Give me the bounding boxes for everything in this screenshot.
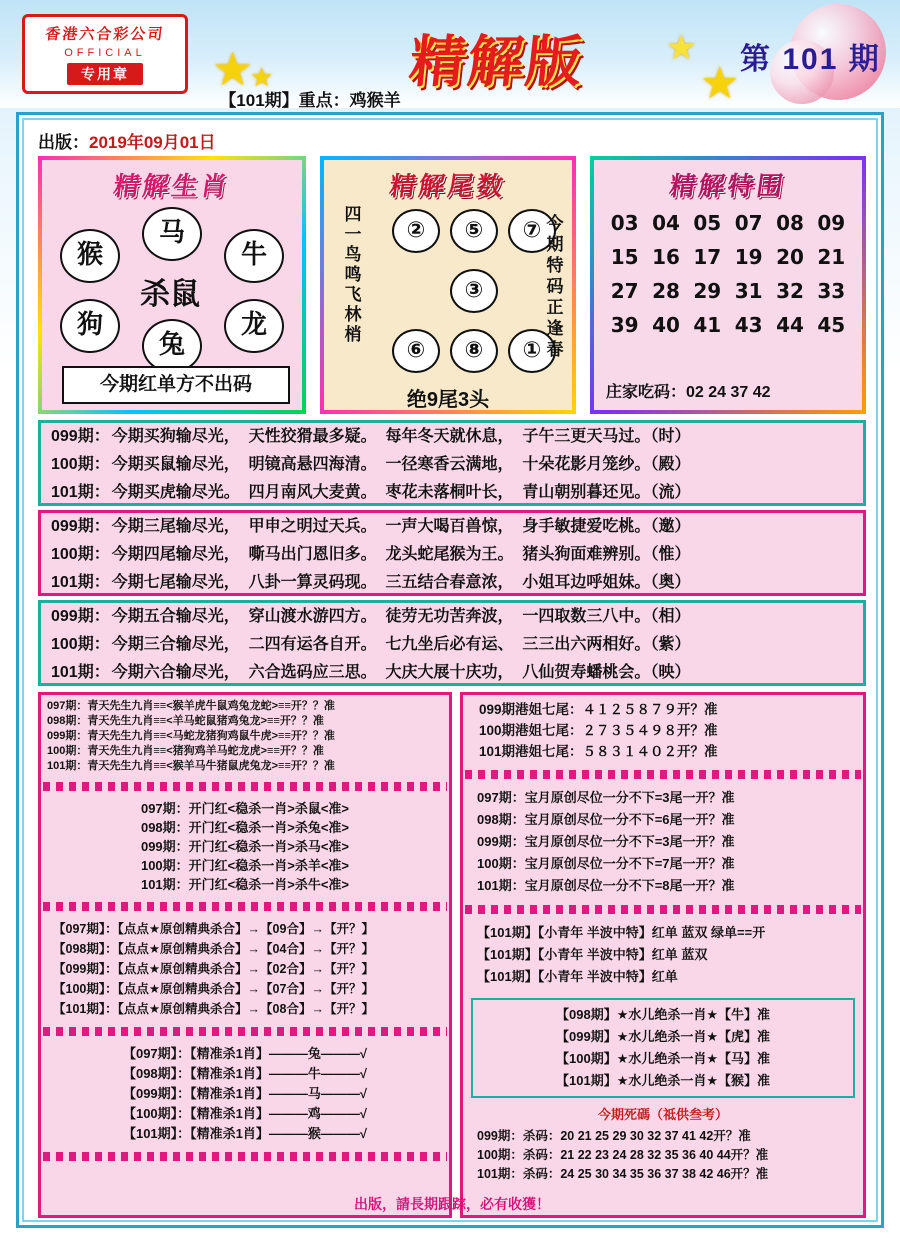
verse-text-3: 龙头蛇尾猴为王。 bbox=[385, 546, 514, 563]
tail-left-column-text: 四一鸟鸣飞林梢 bbox=[344, 205, 362, 344]
tail-number: ⑧ bbox=[450, 329, 498, 373]
verse-text-3: 大庆大展十庆功， bbox=[385, 664, 514, 681]
death-code-section bbox=[463, 1123, 863, 1188]
tail-box bbox=[320, 156, 576, 414]
divider-dashed bbox=[43, 782, 447, 791]
special-number: 16 bbox=[652, 245, 680, 269]
verse-text-4: 子午三更天马过。 bbox=[522, 428, 651, 445]
verse-text-4: 身手敏捷爱吃桃。 bbox=[522, 518, 651, 535]
xiaoqingnian-row: 【101期】【小青年 半波中特】红单 蓝双 绿单==开 bbox=[477, 925, 766, 940]
verse-text-4: 八仙贺寿蟠桃会。 bbox=[522, 664, 651, 681]
verse-text-3: 一径寒香云满地， bbox=[385, 456, 514, 473]
special-number: 21 bbox=[817, 245, 846, 269]
verse-text-3: 徒劳无功苦奔波， bbox=[385, 608, 514, 625]
focus-line: 【101期】重点：鸡猴羊 bbox=[219, 91, 401, 110]
nine-xiao-row: 098期：青天先生九肖≡≡<羊马蛇鼠猪鸡兔龙>≡≡开？？准 bbox=[47, 715, 324, 727]
gangjie-row: 099期港姐七尾：４１２５８７９开？准 bbox=[479, 702, 718, 717]
verse-row bbox=[41, 631, 863, 659]
kaimenhong-row: 097期：开门红<稳杀一肖>杀鼠<准> bbox=[140, 801, 350, 816]
zodiac-center-text: 杀鼠 bbox=[140, 277, 200, 312]
special-number: 05 bbox=[693, 211, 722, 235]
special-number: 19 bbox=[734, 245, 763, 269]
diandian-row: 【097期】：【点点★原创精典杀合】→【09合】→【开？】 bbox=[53, 922, 374, 936]
verse-text-2: 八卦一算灵码现。 bbox=[248, 574, 377, 591]
tail-number: ① bbox=[508, 329, 556, 373]
verse-tag: （相） bbox=[650, 608, 691, 625]
death-code-row: 100期：杀码：21 22 23 24 28 32 35 36 40 44开？准 bbox=[477, 1148, 769, 1162]
verse-row bbox=[41, 541, 863, 569]
tail-bottom-text: 绝9尾3头 bbox=[406, 389, 490, 411]
verse-text-1: 今期买狗输尽光， bbox=[111, 428, 240, 445]
publish-date-value: 2019年09月01日 bbox=[89, 133, 216, 152]
special-number: 32 bbox=[776, 279, 804, 303]
seal-sub-text: OFFICIAL bbox=[64, 47, 146, 59]
nine-xiao-row: 100期：青天先生九肖≡≡<猪狗鸡羊马蛇龙虎>≡≡开？？准 bbox=[47, 745, 324, 757]
verse-text-4: 青山朝别暮还见。 bbox=[522, 484, 651, 501]
jingzhun-row: 【098期】：【精准杀1肖】———牛———√ bbox=[122, 1066, 368, 1081]
verse-issue: 101期： bbox=[51, 574, 110, 591]
star-icon: ★ bbox=[666, 29, 697, 67]
verse-tag: （邀） bbox=[650, 518, 691, 535]
zodiac-circle-group bbox=[42, 207, 302, 360]
verse-text-2: 天性狡猾最多疑。 bbox=[248, 428, 377, 445]
verse-text-3: 一声大喝百兽惊， bbox=[385, 518, 514, 535]
nine-xiao-row: 101期：青天先生九肖≡≡<猴羊马牛猪鼠虎兔龙>≡≡开？？准 bbox=[47, 760, 335, 772]
divider-dashed bbox=[43, 1152, 447, 1161]
special-number: 09 bbox=[817, 211, 846, 235]
tail-box-title: 精解尾数 bbox=[387, 172, 508, 202]
verse-text-1: 今期买鼠输尽光， bbox=[111, 456, 240, 473]
banker-eat-numbers: 02 24 37 42 bbox=[686, 384, 771, 401]
diandian-row: 【100期】：【点点★原创精典杀合】→【07合】→【开？】 bbox=[53, 982, 374, 996]
banker-eat-line bbox=[606, 379, 771, 402]
xiaoqingnian-row: 【101期】【小青年 半波中特】红单 bbox=[477, 969, 678, 984]
xiaoqingnian-row: 【101期】【小青年 半波中特】红单 蓝双 bbox=[477, 947, 708, 962]
verse-tag: （惟） bbox=[650, 546, 691, 563]
poster-header bbox=[0, 0, 900, 108]
content-frame bbox=[16, 112, 884, 1228]
special-box-title: 精解特围 bbox=[667, 172, 788, 202]
verse-text-2: 嘶马出门恩旧多。 bbox=[248, 546, 377, 563]
zodiac-item: 兔 bbox=[142, 319, 202, 373]
diandian-row: 【099期】：【点点★原创精典杀合】→【02合】→【开？】 bbox=[53, 962, 374, 976]
special-number: 04 bbox=[652, 211, 680, 235]
zodiac-note: 今期红单方不出码 bbox=[62, 366, 290, 404]
verse-text-4: 猪头狗面难辨别。 bbox=[522, 546, 651, 563]
zodiac-item: 猴 bbox=[60, 229, 120, 283]
zodiac-item: 马 bbox=[142, 207, 202, 261]
kaimenhong-row: 099期：开门红<稳杀一肖>杀马<准> bbox=[140, 839, 350, 854]
verse-issue: 099期： bbox=[51, 428, 110, 445]
verse-text-3: 三五结合春意浓， bbox=[385, 574, 514, 591]
verse-text-1: 今期三尾输尽光， bbox=[111, 518, 240, 535]
nine-xiao-section bbox=[41, 695, 449, 778]
tail-number: ⑤ bbox=[450, 209, 498, 253]
verse-tag: （时） bbox=[650, 428, 691, 445]
special-number: 15 bbox=[610, 245, 639, 269]
zodiac-item: 牛 bbox=[224, 229, 284, 283]
publish-date bbox=[38, 128, 216, 153]
tail-number: ⑦ bbox=[508, 209, 556, 253]
special-number: 29 bbox=[693, 279, 722, 303]
jingzhun-section bbox=[41, 1040, 449, 1148]
special-number: 43 bbox=[734, 313, 763, 337]
verse-issue: 100期： bbox=[51, 456, 110, 473]
kaimenhong-row: 101期：开门红<稳杀一肖>杀牛<准> bbox=[140, 877, 350, 892]
verse-issue: 101期： bbox=[51, 484, 110, 501]
special-number: 39 bbox=[610, 313, 639, 337]
diandian-section bbox=[41, 915, 449, 1023]
special-number: 40 bbox=[652, 313, 680, 337]
verse-text-4: 一四取数三八中。 bbox=[522, 608, 651, 625]
verse-group-2 bbox=[38, 510, 866, 596]
issue-number: 第 101 期 bbox=[740, 43, 881, 76]
death-code-row: 101期：杀码：24 25 30 34 35 36 37 38 42 46开？准 bbox=[477, 1167, 769, 1181]
verse-group-3 bbox=[38, 600, 866, 686]
verse-tag: （流） bbox=[650, 484, 691, 501]
verse-text-1: 今期七尾输尽光， bbox=[111, 574, 240, 591]
verse-text-4: 三三出六两相好。 bbox=[522, 636, 651, 653]
divider-dashed bbox=[465, 905, 861, 914]
verse-text-2: 穿山渡水游四方。 bbox=[248, 608, 377, 625]
shuier-section bbox=[471, 998, 855, 1098]
verse-text-1: 今期五合输尽光， bbox=[111, 608, 240, 625]
verse-issue: 099期： bbox=[51, 518, 110, 535]
baoyue-row: 097期：宝月原创尽位一分不下=3尾一开？准 bbox=[477, 790, 735, 805]
verse-issue: 100期： bbox=[51, 546, 110, 563]
kaimenhong-section bbox=[41, 795, 449, 898]
jingzhun-row: 【100期】：【精准杀1肖】———鸡———√ bbox=[122, 1106, 368, 1121]
death-code-row: 099期：杀码：20 21 25 29 30 32 37 41 42开？准 bbox=[477, 1129, 751, 1143]
verse-text-3: 枣花未落桐叶长， bbox=[385, 484, 514, 501]
tail-number-group bbox=[324, 205, 572, 411]
verse-issue: 100期： bbox=[51, 636, 110, 653]
special-number: 03 bbox=[610, 211, 639, 235]
diandian-row: 【098期】：【点点★原创精典杀合】→【04合】→【开？】 bbox=[53, 942, 374, 956]
publish-label: 出版： bbox=[38, 133, 89, 152]
divider-dashed bbox=[43, 1027, 447, 1036]
star-icon: ★ bbox=[250, 62, 274, 92]
verse-issue: 101期： bbox=[51, 664, 110, 681]
baoyue-row: 101期：宝月原创尽位一分不下=8尾一开？准 bbox=[477, 878, 735, 893]
special-number: 20 bbox=[776, 245, 804, 269]
special-number: 28 bbox=[652, 279, 680, 303]
tail-number: ② bbox=[392, 209, 440, 253]
nine-xiao-row: 097期：青天先生九肖≡≡<猴羊虎牛鼠鸡兔龙蛇>≡≡开？？准 bbox=[47, 700, 335, 712]
verse-group-1 bbox=[38, 420, 866, 506]
verse-row bbox=[41, 423, 863, 451]
baoyue-row: 098期：宝月原创尽位一分不下=6尾一开？准 bbox=[477, 812, 735, 827]
special-number: 45 bbox=[817, 313, 846, 337]
shuier-row: 【098期】★水儿绝杀一肖★【牛】准 bbox=[556, 1007, 770, 1022]
baoyue-row: 100期：宝月原创尽位一分不下=7尾一开？准 bbox=[477, 856, 735, 871]
shuier-row: 【101期】★水儿绝杀一肖★【猴】准 bbox=[556, 1073, 770, 1088]
verse-text-2: 六合选码应三思。 bbox=[248, 664, 377, 681]
verse-text-1: 今期四尾输尽光， bbox=[111, 546, 240, 563]
verse-text-1: 今期买虎输尽光。 bbox=[111, 484, 240, 501]
death-code-title: 今期死碼（祗供叁考） bbox=[597, 1107, 728, 1122]
poster-title: 精解版 bbox=[406, 29, 588, 95]
gangjie-section bbox=[463, 695, 863, 766]
star-icon: ★ bbox=[212, 43, 254, 95]
divider-dashed bbox=[465, 770, 861, 779]
banker-eat-label: 庄家吃码： bbox=[606, 384, 687, 401]
official-seal bbox=[22, 14, 188, 94]
kaimenhong-row: 098期：开门红<稳杀一肖>杀兔<准> bbox=[140, 820, 350, 835]
verse-row bbox=[41, 569, 863, 597]
tail-number: ⑥ bbox=[392, 329, 440, 373]
verse-tag: （奥） bbox=[650, 574, 691, 591]
jingzhun-row: 【097期】：【精准杀1肖】———兔———√ bbox=[122, 1046, 368, 1061]
seal-top-text: 香港六合彩公司 bbox=[44, 26, 166, 43]
content-frame-inner bbox=[22, 118, 878, 1222]
zodiac-box bbox=[38, 156, 306, 414]
zodiac-box-title: 精解生肖 bbox=[111, 172, 232, 202]
special-number: 31 bbox=[734, 279, 763, 303]
diandian-row: 【101期】：【点点★原创精典杀合】→【08合】→【开？】 bbox=[53, 1002, 374, 1016]
verse-text-2: 二四有运各自开。 bbox=[248, 636, 377, 653]
special-number: 17 bbox=[693, 245, 722, 269]
footer-note: 出版，請長期跟踪，必有收獲！ bbox=[354, 1196, 550, 1212]
verse-text-1: 今期六合输尽光， bbox=[111, 664, 240, 681]
tail-right-column-text: 今期特码正逢春 bbox=[546, 214, 564, 359]
special-number-grid bbox=[604, 211, 852, 337]
verse-text-2: 甲申之明过天兵。 bbox=[248, 518, 377, 535]
baoyue-section bbox=[463, 783, 863, 901]
kaimenhong-row: 100期：开门红<稳杀一肖>杀羊<准> bbox=[140, 858, 350, 873]
special-number: 07 bbox=[734, 211, 763, 235]
seal-bottom-text: 专用章 bbox=[67, 63, 143, 85]
verse-text-2: 四月南风大麦黄。 bbox=[248, 484, 377, 501]
jingzhun-row: 【099期】：【精准杀1肖】———马———√ bbox=[122, 1086, 368, 1101]
verse-row bbox=[41, 451, 863, 479]
verse-text-1: 今期三合输尽光， bbox=[111, 636, 240, 653]
verse-text-2: 明镜高悬四海清。 bbox=[248, 456, 377, 473]
nine-xiao-row: 099期：青天先生九肖≡≡<马蛇龙猪狗鸡鼠牛虎>≡≡开？？准 bbox=[47, 730, 335, 742]
verse-text-3: 每年冬天就休息， bbox=[385, 428, 514, 445]
divider-dashed bbox=[43, 902, 447, 911]
verse-text-4: 十朵花影月笼纱。 bbox=[522, 456, 651, 473]
verse-text-3: 七九坐后必有运、 bbox=[385, 636, 514, 653]
special-number: 33 bbox=[817, 279, 846, 303]
lower-left-panel bbox=[38, 692, 452, 1218]
special-number: 41 bbox=[693, 313, 722, 337]
verse-text-4: 小姐耳边呼姐妹。 bbox=[522, 574, 651, 591]
zodiac-item: 狗 bbox=[60, 299, 120, 353]
zodiac-item: 龙 bbox=[224, 299, 284, 353]
verse-row bbox=[41, 659, 863, 687]
special-number: 44 bbox=[776, 313, 804, 337]
verse-row bbox=[41, 603, 863, 631]
jingzhun-row: 【101期】：【精准杀1肖】———猴———√ bbox=[122, 1126, 368, 1141]
lower-right-panel bbox=[460, 692, 866, 1218]
shuier-row: 【099期】★水儿绝杀一肖★【虎】准 bbox=[556, 1029, 770, 1044]
verse-issue: 099期： bbox=[51, 608, 110, 625]
shuier-row: 【100期】★水儿绝杀一肖★【马】准 bbox=[556, 1051, 770, 1066]
verse-tag: （映） bbox=[650, 664, 691, 681]
gangjie-row: 101期港姐七尾：５８３１４０２开？准 bbox=[479, 744, 718, 759]
verse-tag: （殿） bbox=[650, 456, 691, 473]
tail-number: ③ bbox=[450, 269, 498, 313]
xiaoqingnian-section bbox=[463, 918, 863, 992]
gangjie-row: 100期港姐七尾：２７３５４９８开？准 bbox=[479, 723, 718, 738]
special-number: 08 bbox=[776, 211, 804, 235]
special-number: 27 bbox=[610, 279, 639, 303]
baoyue-row: 099期：宝月原创尽位一分不下=3尾一开？准 bbox=[477, 834, 735, 849]
star-icon: ★ bbox=[700, 59, 740, 108]
verse-tag: （紫） bbox=[650, 636, 691, 653]
special-numbers-box bbox=[590, 156, 866, 414]
verse-row bbox=[41, 513, 863, 541]
verse-row bbox=[41, 479, 863, 507]
